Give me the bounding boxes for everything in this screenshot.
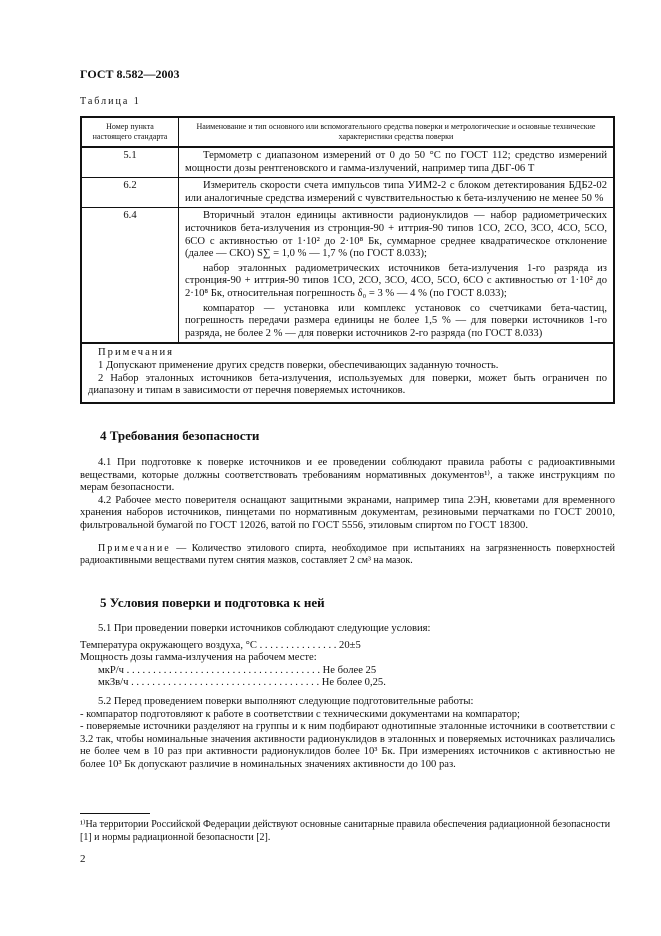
section-4-heading: 4 Требования безопасности [100, 428, 260, 443]
footnote: ¹⁾На территории Российской Федерации действуют основные санитарные правила обеспечения радиационной безопасности [1] и нормы радиационной безопасности [2]. [80, 819, 611, 843]
notes-title: Примечания [98, 347, 174, 359]
page-number: 2 [80, 853, 86, 865]
paragraph: 4.2 Рабочее место поверителя оснащают защитными экранами, например типа 2ЭН, кюветами для временного хранения наборов источников, пинцетами по нормативным документам, резиновыми перчатками по ГОСТ 20010, фильтровальной бумагой по ГОСТ 12026, ватой по ГОСТ 5556, этиловым спиртом по ГОСТ 18300. [80, 494, 615, 531]
note-item: 1 Допускают применение других средств поверки, обеспечивающих заданную точность. [98, 359, 499, 371]
condition-value: Не более 0,25. [321, 677, 386, 689]
paragraph: - поверяемые источники разделяют на группы и к ним подбирают однотипные эталонные источники в соответствии с 3.2 так, чтобы номинальные значения активности радионуклидов в эталонных и поверяемых источниках различались не более чем в 10 раз при активности радионуклидов более 10³ Бк. При измерениях источников с активностью не более 10³ Бк допускают различие в номинальных значениях активности до 100 раз. [80, 721, 615, 770]
table-row [81, 178, 614, 208]
table-caption: Таблица 1 [80, 96, 141, 107]
note-item: 2 Набор эталонных источников бета-излучения, используемых для поверки, может быть ограничен по диапазону и типам в зависимости от перечня поверяемых источников. [88, 372, 607, 397]
table-notes-row [81, 343, 614, 402]
note-label: Примечание [98, 542, 171, 554]
col-header-number: Номер пункта настоящего стандарта [81, 117, 179, 147]
paragraph: 5.1 При проведении поверки источников соблюдают следующие условия: [98, 623, 431, 634]
row-text: компаратор — установка или комплекс установок со счетчиками бета-частиц, погрешность передачи размера единицы не более 1,5 % — для поверки источников 1-го разряда, не более 2 % — для поверки источников 2-го разряда (по ГОСТ 8.033) [185, 302, 607, 339]
footnote-separator [80, 813, 150, 814]
section-5-heading: 5 Условия поверки и подготовка к ней [100, 595, 325, 610]
note-text: — Количество этилового спирта, необходимое при испытаниях на загрязненность поверхностей радиоактивными веществами путем снятия мазков, составляет 2 см³ на мазок. [80, 542, 615, 567]
paragraph: 4.1 При подготовке к поверке источников и ее проведении соблюдают правила работы с радиоактивными веществами, которые должны соответствовать требованиям нормативных документов¹⁾, а также инструкциям по мерам безопасности. [80, 457, 615, 494]
section-5-body [80, 623, 615, 772]
row-text: Измеритель скорости счета импульсов типа УИМ2-2 с блоком детектирования БДБ2-02 или аналогичные средства измерений с чувствительностью к бета-излучению не менее 50 % [185, 180, 607, 204]
equipment-table [80, 116, 615, 404]
document-header: ГОСТ 8.582—2003 [80, 67, 180, 81]
paragraph: - компаратор подготовляют к работе в соответствии с техническими документами на компаратор; [80, 708, 521, 720]
condition-value: Не более 25 [322, 664, 377, 676]
table-header-row [81, 117, 614, 147]
condition-label: мкР/ч . . . . . . . . . . . . . . . . . . . . . . . . . . . . . . . . . . . . . [98, 664, 320, 676]
row-number: 6.2 [81, 178, 179, 208]
table-row [81, 147, 614, 178]
paragraph: 5.2 Перед проведением поверки выполняют следующие подготовительные работы: [98, 695, 474, 707]
row-text: Термометр с диапазоном измерений от 0 до 50 °С по ГОСТ 112; средство измерений мощности дозы рентгеновского и гамма-излучений, например типа ДБГ-06 Т [185, 150, 607, 174]
table-row [81, 208, 614, 343]
condition: Температура окружающего воздуха, °С . . . . . . . . . . . . . . . 20±5 [80, 639, 361, 651]
row-number: 5.1 [81, 147, 179, 178]
col-header-name: Наименование и тип основного или вспомогательного средства поверки и метрологические и основные технические характеристики средства поверки [179, 117, 615, 147]
row-text: набор эталонных радиометрических источников бета-излучения 1-го разряда из стронция-90 + иттрия-90 типов 1СО, 2СО, 3СО, 4СО, 5СО, 6СО с активностью от 1·10² до 2·10⁸ Бк, относительная погрешность δ₀ = 3 % — 4 % (по ГОСТ 8.033); [185, 262, 607, 299]
row-text: Вторичный эталон единицы активности радионуклидов — набор радиометрических источников бета-излучения из стронция-90 + иттрия-90 типов 1СО, 2СО, 3СО, 4СО, 5СО, 6СО с активностью от 1·10² до 2·10⁸ Бк, суммарное среднее квадратическое отклонение (далее — СКО) S∑ = 1,0 % — 1,7 % (по ГОСТ 8.033); [185, 210, 607, 260]
condition-label: мкЗв/ч . . . . . . . . . . . . . . . . . . . . . . . . . . . . . . . . . . . . [98, 677, 320, 689]
section-4-body [80, 457, 615, 568]
row-number: 6.4 [81, 208, 179, 343]
condition: Мощность дозы гамма-излучения на рабочем месте: [80, 652, 317, 664]
